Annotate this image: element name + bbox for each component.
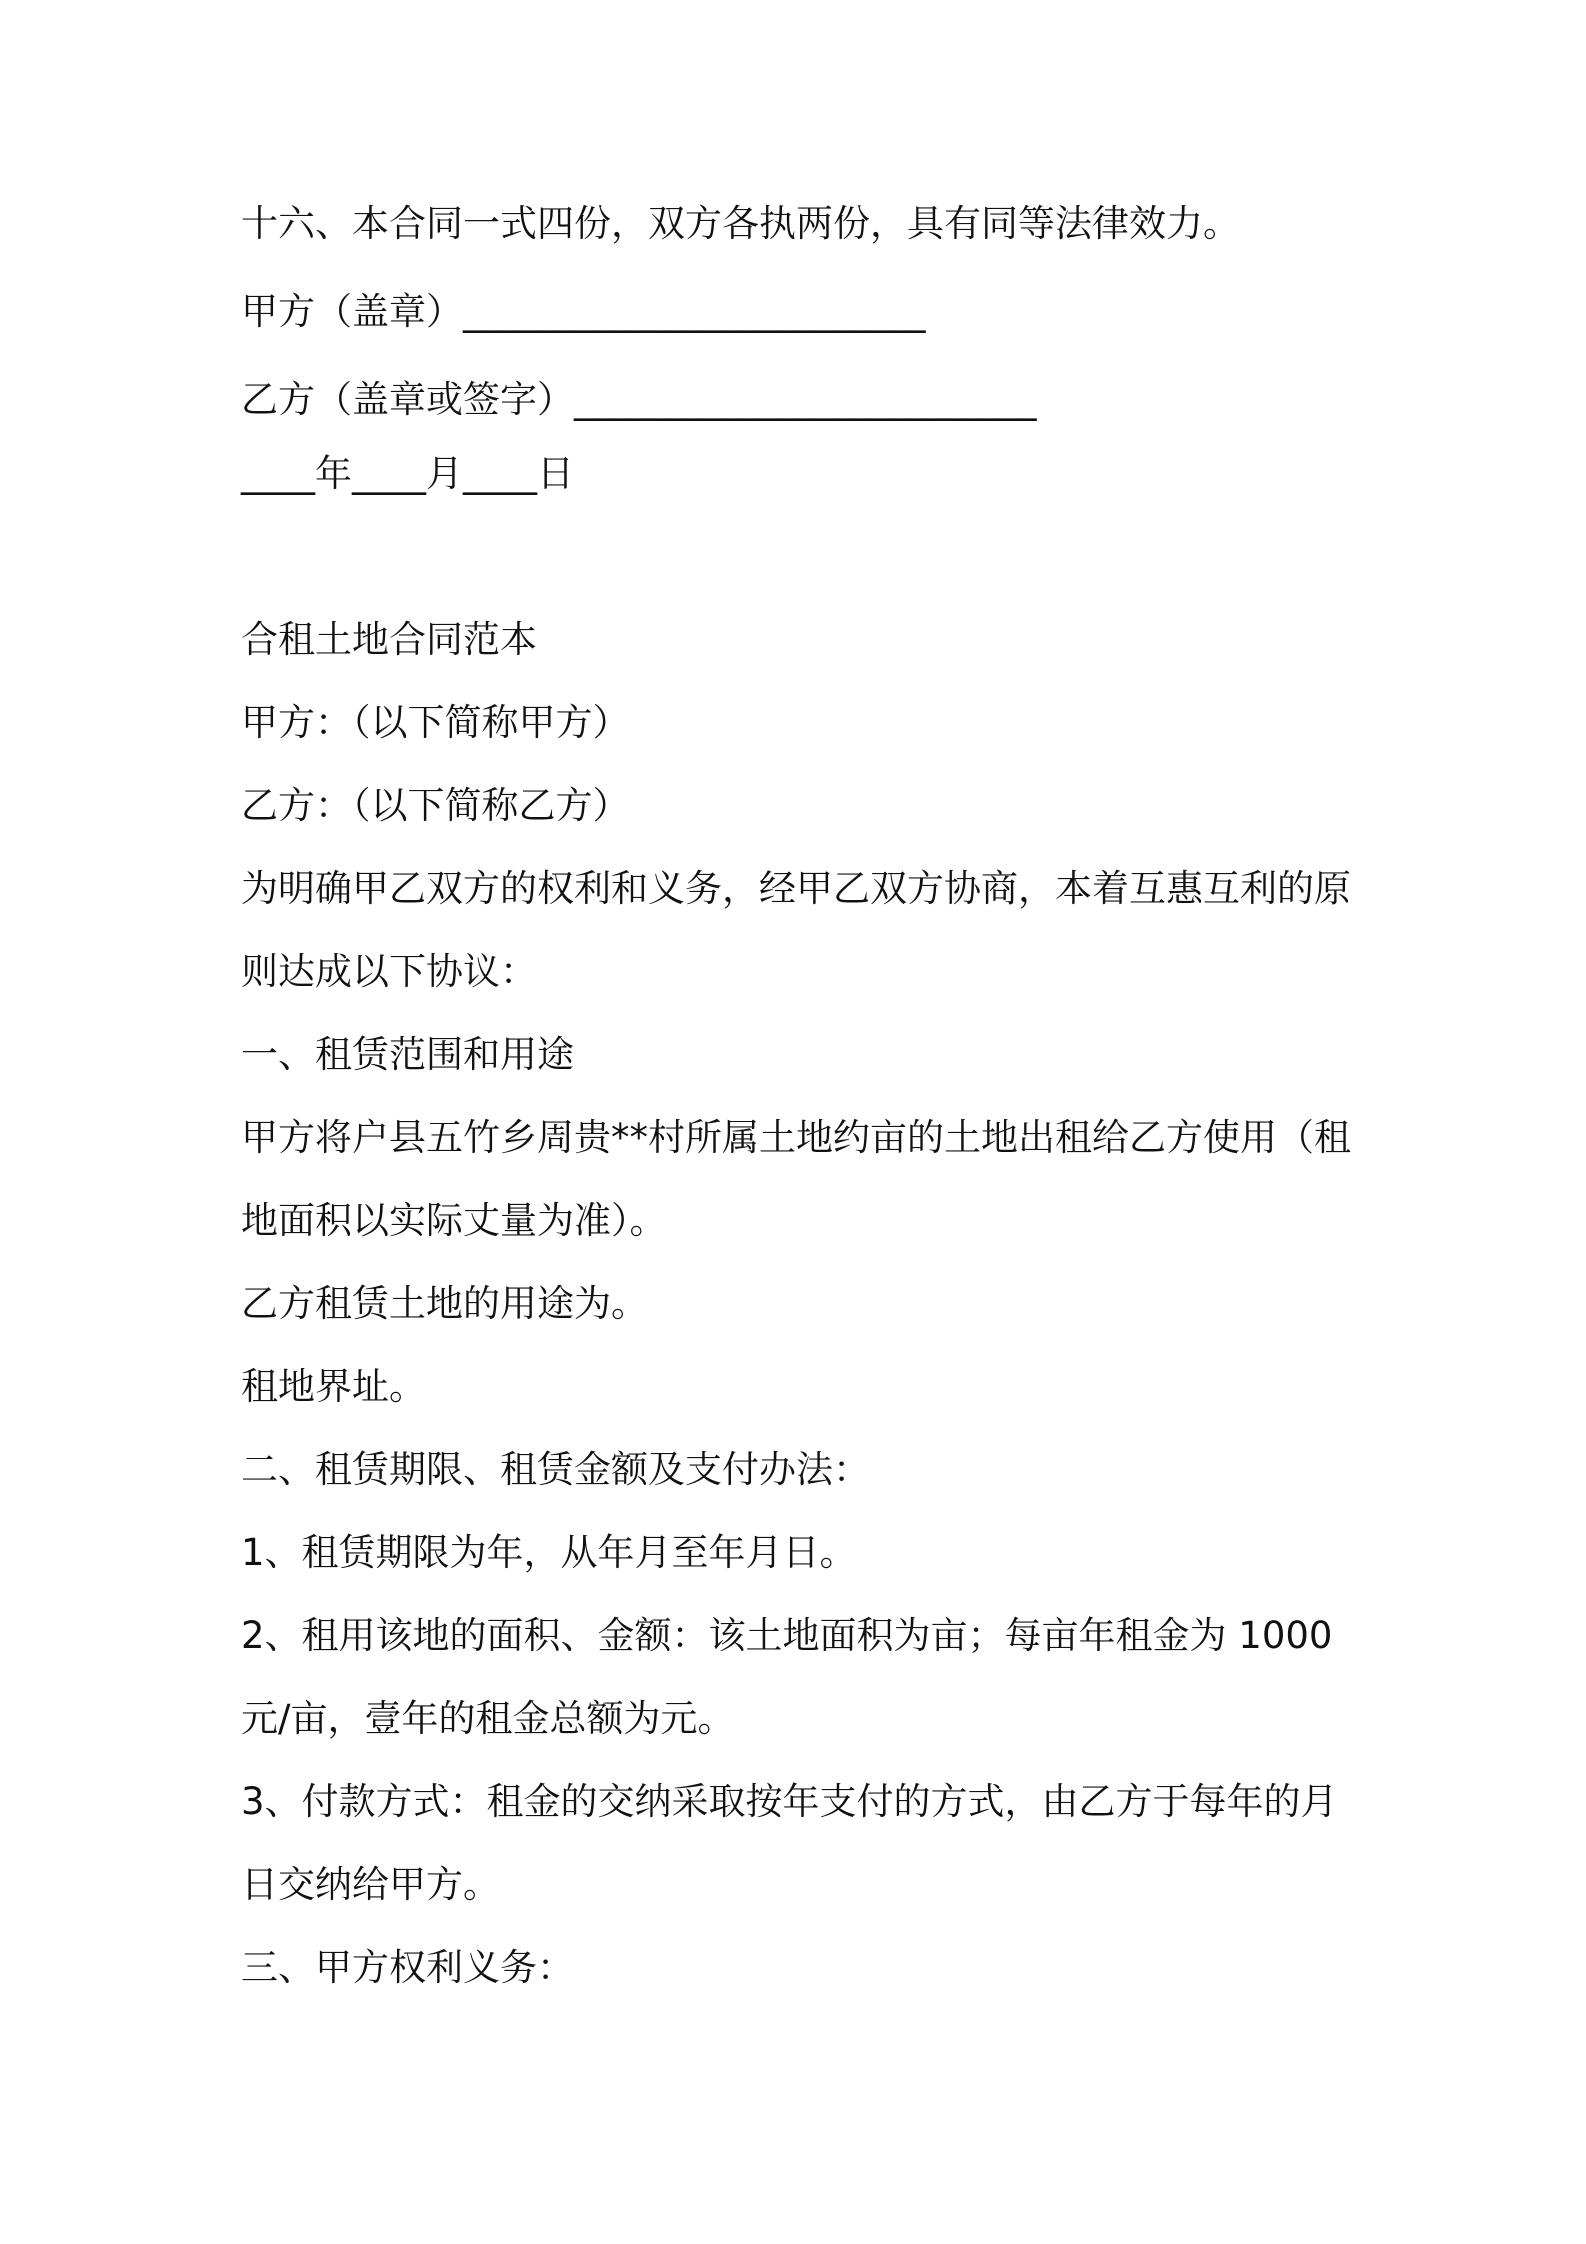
section-three-heading: 三、甲方权利义务： (241, 1946, 574, 1989)
lease-area-amount-line-2: 元/亩，壹年的租金总额为元。 (241, 1697, 735, 1740)
date-line: ____年____月____日 (241, 452, 574, 495)
lease-scope-line-2: 地面积以实际丈量为准）。 (241, 1199, 667, 1242)
party-a-line: 甲方：（以下简称甲方） (241, 701, 630, 744)
land-boundary-line: 租地界址。 (241, 1365, 426, 1408)
party-b-signature-line: 乙方（盖章或签字）_________________________ (241, 378, 1037, 421)
section-two-heading: 二、租赁期限、租赁金额及支付办法： (241, 1448, 870, 1491)
lease-term-line: 1、租赁期限为年，从年月至年月日。 (241, 1531, 857, 1574)
lease-scope-line-1: 甲方将户县五竹乡周贵**村所属土地约亩的土地出租给乙方使用（租 (241, 1116, 1351, 1159)
party-a-signature-line: 甲方（盖章）_________________________ (241, 290, 926, 333)
land-usage-line: 乙方租赁土地的用途为。 (241, 1282, 648, 1325)
preamble-line-1: 为明确甲乙双方的权利和义务，经甲乙双方协商，本着互惠互利的原 (241, 867, 1351, 910)
party-b-line: 乙方：（以下简称乙方） (241, 784, 630, 827)
preamble-line-2: 则达成以下协议： (241, 950, 537, 993)
document-title: 合租土地合同范本 (241, 618, 537, 661)
payment-method-line-2: 日交纳给甲方。 (241, 1863, 500, 1906)
section-one-heading: 一、租赁范围和用途 (241, 1033, 574, 1076)
clause-sixteen: 十六、本合同一式四份，双方各执两份，具有同等法律效力。 (241, 202, 1240, 245)
lease-area-amount-line-1: 2、租用该地的面积、金额：该土地面积为亩；每亩年租金为 1000 (241, 1614, 1333, 1657)
document-body (241, 200, 1361, 1992)
payment-method-line-1: 3、付款方式：租金的交纳采取按年支付的方式，由乙方于每年的月 (241, 1780, 1338, 1823)
